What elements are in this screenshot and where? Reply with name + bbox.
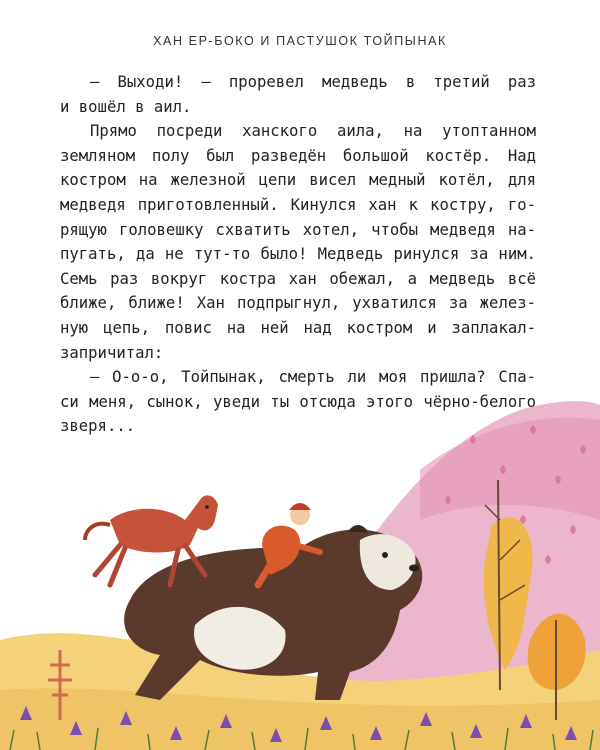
text-line: костром на железной цепи висел медный котёл, для — [60, 171, 536, 190]
pink-hill-shade — [420, 417, 600, 520]
text-line: запричитал: — [60, 343, 164, 362]
text-line: ближе, ближе! Хан подпрыгнул, ухватился за желез- — [60, 294, 536, 313]
text-line: Прямо посреди ханского аила, на утоптанном — [90, 122, 536, 141]
text-line: — Выходи! — проревел медведь в третий раз — [90, 73, 536, 91]
text-line: рящую головешку схватить хотел, чтобы медведя на- — [60, 220, 536, 239]
text-line: пугать, да не тут-то было! Медведь ринулся за ним. — [60, 245, 536, 264]
text-line: медведя приготовленный. Кинулся хан к костру, го- — [60, 195, 536, 214]
text-line: ную цепь, повис на ней над костром и заплакал- — [60, 318, 536, 337]
body-text — [60, 70, 536, 439]
illustration — [0, 390, 600, 750]
text-line: земляном полу был разведён большой костёр. Над — [60, 146, 536, 165]
text-line: зверя... — [60, 417, 136, 436]
text-line: си меня, сынок, уведи ты отсюда этого чёрно-белого — [60, 392, 536, 411]
text-line: — О-о-о, Тойпынак, смерть ли моя пришла? Спа- — [90, 368, 536, 387]
text-line: и вошёл в аил. — [60, 97, 192, 116]
text-line: Семь раз вокруг костра хан обежал, а медведь всё — [60, 269, 536, 288]
running-header: ХАН ЕР-БОКО И ПАСТУШОК ТОЙПЫНАК — [153, 34, 447, 48]
